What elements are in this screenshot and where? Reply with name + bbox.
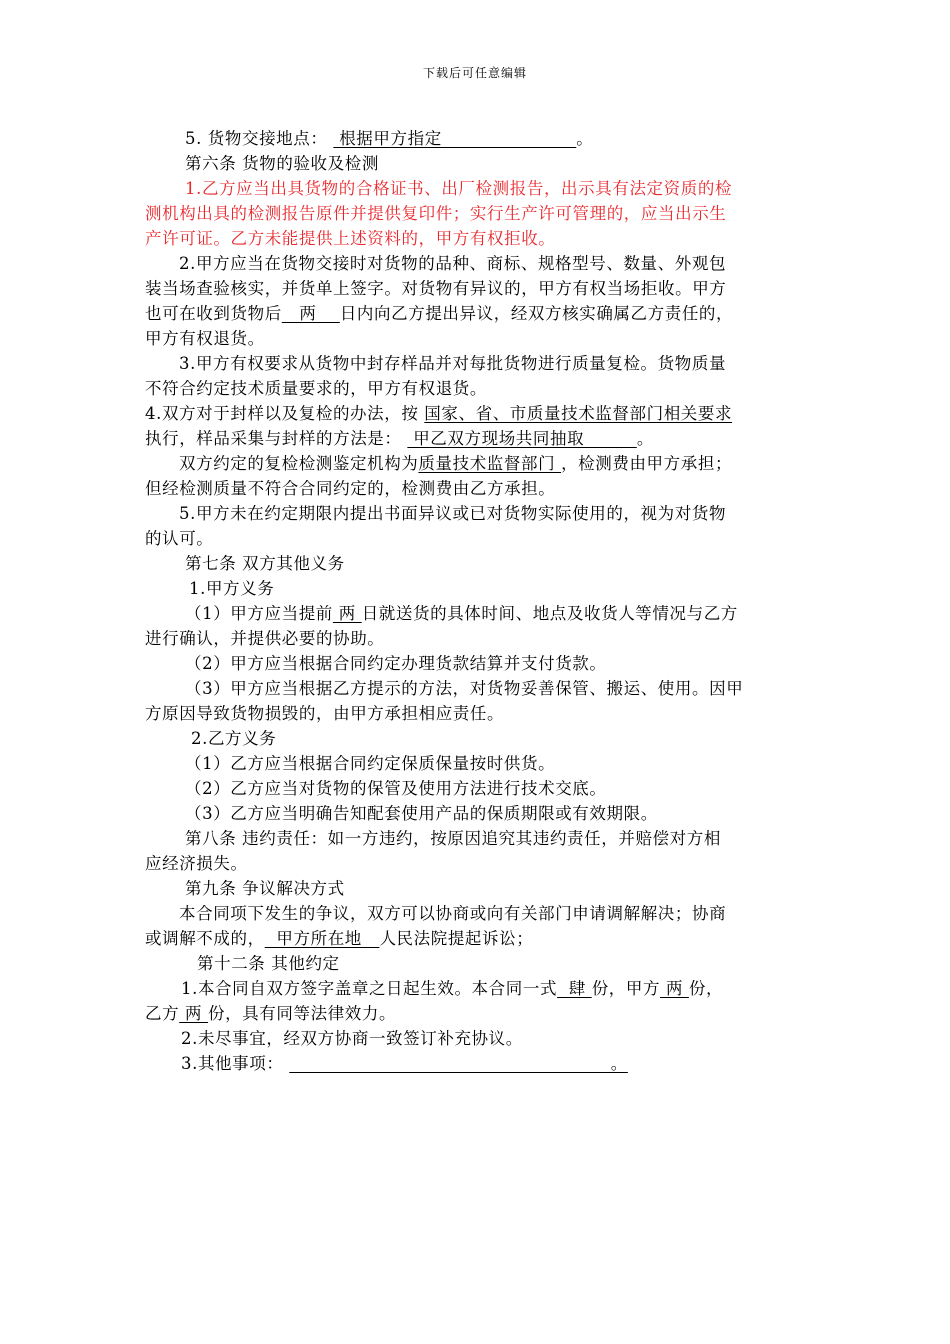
- text-segment: 份，: [688, 979, 724, 998]
- text-segment: 第七条 双方其他义务: [185, 554, 345, 573]
- text-line: [145, 826, 810, 851]
- text-segment: 的认可。: [145, 529, 214, 548]
- text-segment: 双方约定的复检检测鉴定机构为: [179, 454, 419, 473]
- text-segment: 3.其他事项：: [181, 1054, 290, 1073]
- text-segment: 不符合约定技术质量要求的，甲方有权退货。: [145, 379, 487, 398]
- text-line: [145, 376, 810, 401]
- filled-blank: 甲方所在地: [264, 929, 380, 948]
- text-line: [145, 426, 810, 451]
- text-line: [145, 876, 810, 901]
- text-segment: 5.甲方未在约定期限内提出书面异议或已对货物实际使用的，视为对货物: [179, 504, 727, 523]
- filled-blank: 两: [660, 979, 689, 998]
- text-segment: （2）甲方应当根据合同约定办理货款结算并支付货款。: [185, 654, 607, 673]
- text-line: [145, 651, 810, 676]
- text-segment: 1.本合同自双方签字盖章之日起生效。本合同一式: [181, 979, 558, 998]
- text-segment: 份，具有同等法律效力。: [208, 1004, 397, 1023]
- text-line: [145, 901, 810, 926]
- filled-blank: 两: [179, 1004, 208, 1023]
- text-segment: 2.未尽事宜，经双方协商一致签订补充协议。: [181, 1029, 523, 1048]
- text-segment: 或调解不成的，: [145, 929, 265, 948]
- filled-blank: 肆: [557, 979, 592, 998]
- text-line: [145, 501, 810, 526]
- text-segment: 5. 货物交接地点：: [185, 129, 334, 148]
- text-line: [145, 951, 810, 976]
- filled-blank: 。: [289, 1054, 628, 1073]
- filled-blank: 两: [281, 304, 340, 323]
- text-segment: 进行确认，并提供必要的协助。: [145, 629, 385, 648]
- text-line: [145, 326, 810, 351]
- text-line: [145, 601, 810, 626]
- text-segment: 测机构出具的检测报告原件并提供复印件；实行生产许可管理的，应当出示生: [145, 204, 727, 223]
- text-line: [145, 126, 810, 151]
- text-line: [145, 301, 810, 326]
- text-segment: 但经检测质量不符合合同约定的，检测费由乙方承担。: [145, 479, 556, 498]
- text-line: [145, 176, 810, 201]
- text-segment: 第九条 争议解决方式: [185, 879, 345, 898]
- text-segment: 人民法院提起诉讼；: [379, 929, 534, 948]
- text-segment: ，检测费由甲方承担；: [561, 454, 733, 473]
- text-segment: （3）甲方应当根据乙方提示的方法，对货物妥善保管、搬运、使用。因甲: [185, 679, 744, 698]
- filled-blank: 国家、省、市质量技术监督部门相关要求: [424, 404, 733, 423]
- text-line: [145, 751, 810, 776]
- text-segment: 方原因导致货物损毁的，由甲方承担相应责任。: [145, 704, 505, 723]
- text-line: [145, 801, 810, 826]
- text-line: [145, 676, 810, 701]
- text-segment: 份，甲方: [591, 979, 661, 998]
- text-line: [145, 1051, 810, 1076]
- text-segment: 4.双方对于封样以及复检的办法，按: [145, 404, 425, 423]
- text-line: [145, 701, 810, 726]
- text-line: [145, 551, 810, 576]
- text-segment: 日内向乙方提出异议，经双方核实确属乙方责任的，: [339, 304, 734, 323]
- text-segment: 产许可证。乙方未能提供上述资料的，甲方有权拒收。: [145, 229, 556, 248]
- text-segment: 也可在收到货物后: [145, 304, 282, 323]
- text-line: [145, 226, 810, 251]
- text-segment: （1）乙方应当根据合同约定保质保量按时供货。: [185, 754, 556, 773]
- text-segment: （3）乙方应当明确告知配套使用产品的保质期限或有效期限。: [185, 804, 658, 823]
- text-segment: 甲方有权退货。: [145, 329, 265, 348]
- text-line: [145, 576, 810, 601]
- page-header: 下载后可任意编辑: [422, 66, 527, 80]
- text-segment: 日就送货的具体时间、地点及收货人等情况与乙方: [361, 604, 738, 623]
- text-line: [145, 851, 810, 876]
- text-segment: 应经济损失。: [145, 854, 248, 873]
- text-segment: 第六条 货物的验收及检测: [185, 154, 379, 173]
- text-line: [145, 151, 810, 176]
- text-line: [145, 526, 810, 551]
- text-line: [145, 276, 810, 301]
- text-line: [145, 201, 810, 226]
- text-segment: 1.甲方义务: [189, 579, 275, 598]
- text-line: [145, 476, 810, 501]
- text-line: [145, 926, 810, 951]
- text-line: [145, 451, 810, 476]
- text-line: [145, 351, 810, 376]
- text-segment: 第八条 违约责任：如一方违约，按原因追究其违约责任，并赔偿对方相: [185, 829, 721, 848]
- text-line: [145, 776, 810, 801]
- text-segment: 3.甲方有权要求从货物中封存样品并对每批货物进行质量复检。货物质量: [179, 354, 727, 373]
- text-segment: 乙方: [145, 1004, 180, 1023]
- text-line: [145, 726, 810, 751]
- filled-blank: 甲乙双方现场共同抽取: [407, 429, 637, 448]
- filled-blank: 质量技术监督部门: [418, 454, 562, 473]
- text-segment: 。: [576, 129, 594, 148]
- text-segment: 2.乙方义务: [191, 729, 277, 748]
- text-segment: （1）甲方应当提前: [185, 604, 333, 623]
- text-segment: 第十二条 其他约定: [197, 954, 340, 973]
- text-line: [145, 251, 810, 276]
- text-segment: 执行，样品采集与封样的方法是：: [145, 429, 408, 448]
- text-segment: 1.乙方应当出具货物的合格证书、出厂检测报告，出示具有法定资质的检: [185, 179, 733, 198]
- text-segment: （2）乙方应当对货物的保管及使用方法进行技术交底。: [185, 779, 607, 798]
- filled-blank: 两: [332, 604, 362, 623]
- text-line: [145, 1001, 810, 1026]
- contract-body: [145, 126, 810, 1076]
- text-segment: 本合同项下发生的争议，双方可以协商或向有关部门申请调解解决；协商: [179, 904, 727, 923]
- text-segment: 装当场查验核实，并货单上签字。对货物有异议的，甲方有权当场拒收。甲方: [145, 279, 727, 298]
- filled-blank: 根据甲方指定: [333, 129, 577, 148]
- text-line: [145, 401, 810, 426]
- text-line: [145, 626, 810, 651]
- text-segment: 。: [636, 429, 654, 448]
- text-line: [145, 1026, 810, 1051]
- text-segment: 2.甲方应当在货物交接时对货物的品种、商标、规格型号、数量、外观包: [179, 254, 727, 273]
- text-line: [145, 976, 810, 1001]
